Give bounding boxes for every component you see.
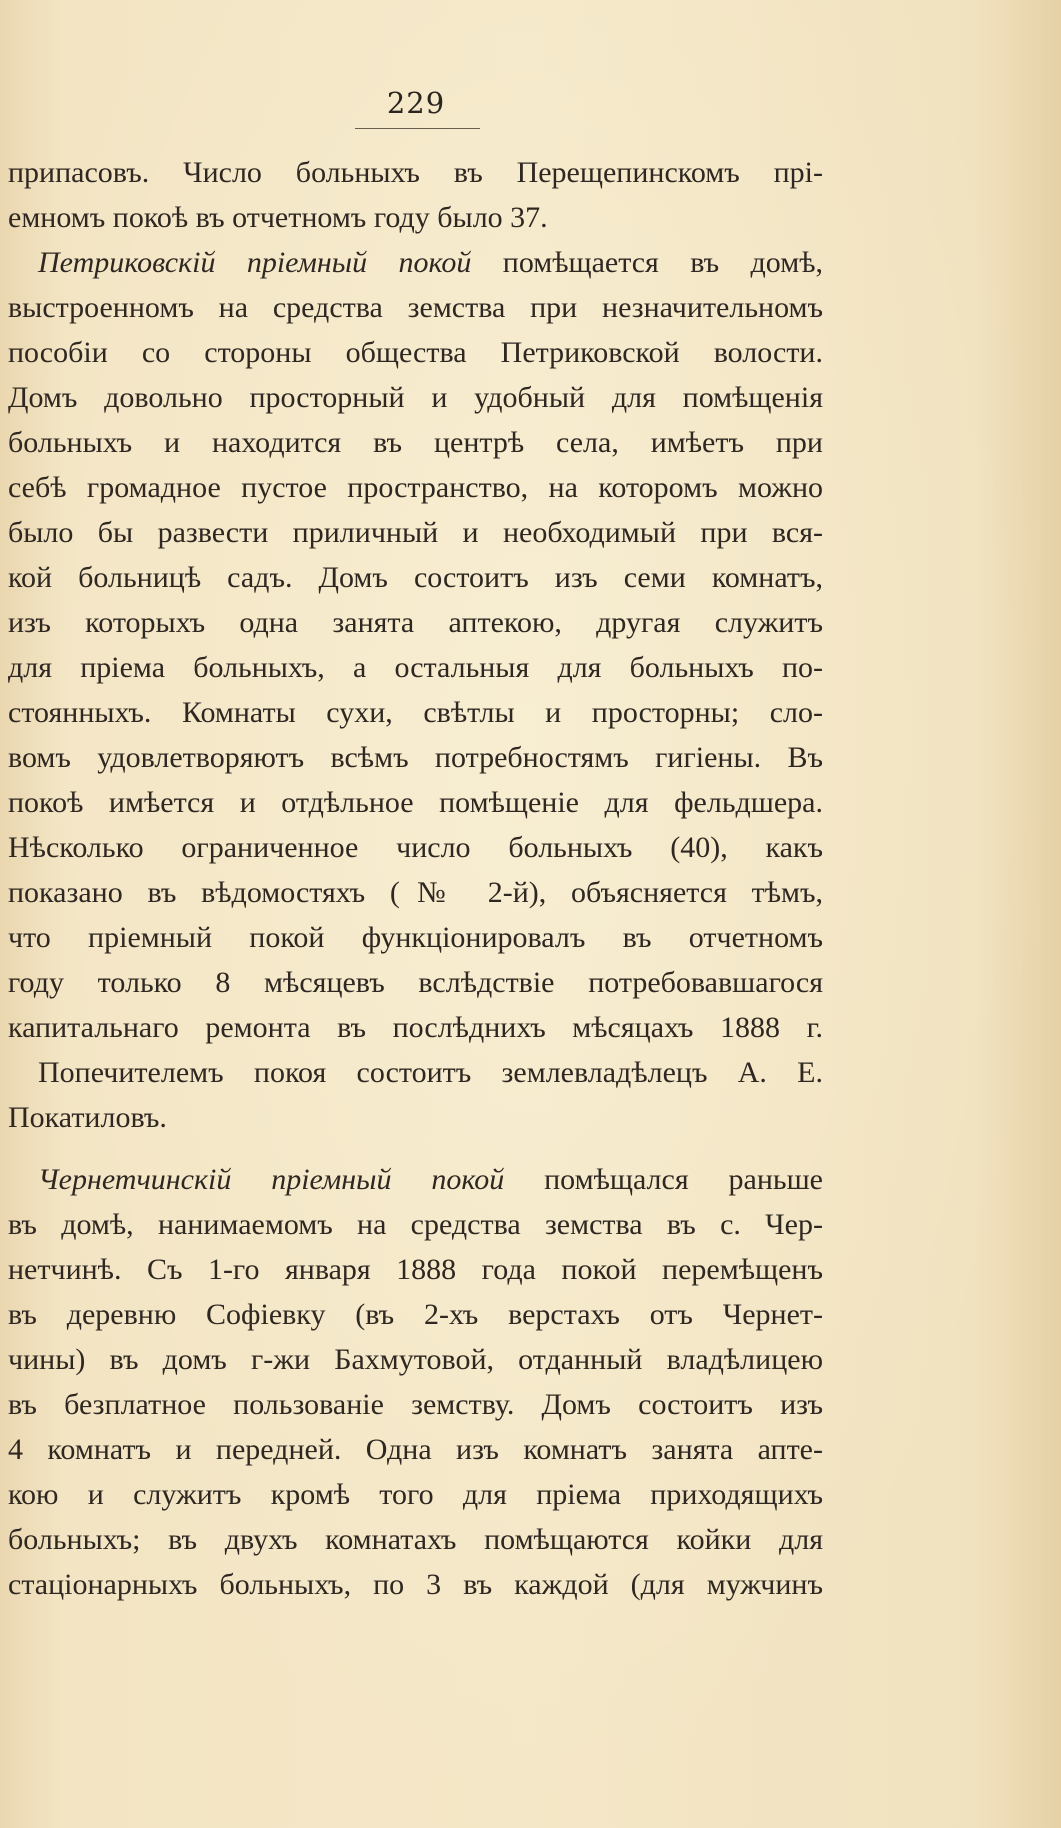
text-line: выстроенномъ на средства земства при незначительномъ xyxy=(8,291,823,324)
text-line: Нѣсколько ограниченное число больныхъ (40), какъ xyxy=(8,831,823,864)
text-line: Попечителемъ покоя состоитъ землевладѣлецъ А. Е. xyxy=(38,1056,823,1089)
text-line: больныхъ; въ двухъ комнатахъ помѣщаются койки для xyxy=(8,1523,823,1556)
text-line: въ домѣ, нанимаемомъ на средства земства въ с. Чер- xyxy=(8,1208,823,1241)
text-line: стаціонарныхъ больныхъ, по 3 въ каждой (для мужчинъ xyxy=(8,1568,823,1601)
text-line: вомъ удовлетворяютъ всѣмъ потребностямъ гигіены. Въ xyxy=(8,741,823,774)
page-number: 229 xyxy=(386,86,446,120)
text-line: себѣ громадное пустое пространство, на которомъ можно xyxy=(8,471,823,504)
text-line: Покатиловъ. xyxy=(8,1101,167,1134)
text-line: въ безплатное пользованіе земству. Домъ состоитъ изъ xyxy=(8,1388,823,1421)
text-line: было бы развести приличный и необходимый при вся- xyxy=(8,516,823,549)
text-line: припасовъ. Число больныхъ въ Перещепинскомъ прі- xyxy=(8,156,823,189)
text-line: году только 8 мѣсяцевъ вслѣдствіе потребовавшагося xyxy=(8,966,823,999)
text-line: чины) въ домъ г-жи Бахмутовой, отданный владѣлицею xyxy=(8,1343,823,1376)
text-line: пособіи со стороны общества Петриковской волости. xyxy=(8,336,823,369)
text-line: показано въ вѣдомостяхъ (№ 2-й), объясняется тѣмъ, xyxy=(8,876,823,909)
text-line: покоѣ имѣется и отдѣльное помѣщеніе для фельдшера. xyxy=(8,786,823,819)
text-line: капитальнаго ремонта въ послѣднихъ мѣсяцахъ 1888 г. xyxy=(8,1011,823,1044)
text-line: стоянныхъ. Комнаты сухи, свѣтлы и просторны; сло- xyxy=(8,696,823,729)
text-line: больныхъ и находится въ центрѣ села, имѣетъ при xyxy=(8,426,823,459)
text-line: Домъ довольно просторный и удобный для помѣщенія xyxy=(8,381,823,414)
body-text xyxy=(8,150,823,1607)
text-line: для пріема больныхъ, а остальныя для больныхъ по- xyxy=(8,651,823,684)
text-line: емномъ покоѣ въ отчетномъ году было 37. xyxy=(8,201,548,234)
section-heading-italic: Петриковскій пріемный покой xyxy=(38,246,472,279)
text-line: кой больницѣ садъ. Домъ состоитъ изъ семи комнатъ, xyxy=(8,561,823,594)
section-heading-italic: Чернетчинскій пріемный покой xyxy=(38,1163,505,1196)
text-line: нетчинѣ. Съ 1-го января 1888 года покой перемѣщенъ xyxy=(8,1253,823,1286)
text-line: въ деревню Софіевку (въ 2-хъ верстахъ отъ Чернет- xyxy=(8,1298,823,1331)
page-number-rule xyxy=(355,128,480,129)
text-line: Чернетчинскій пріемный покой помѣщался раньше xyxy=(38,1163,823,1196)
text-line: Петриковскій пріемный покой помѣщается въ домѣ, xyxy=(38,246,824,279)
text-line: что пріемный покой функціонировалъ въ отчетномъ xyxy=(8,921,823,954)
text-line: изъ которыхъ одна занята аптекою, другая служитъ xyxy=(8,606,823,639)
text-line: кою и служитъ кромѣ того для пріема приходящихъ xyxy=(8,1478,823,1511)
text-line: 4 комнатъ и передней. Одна изъ комнатъ занята апте- xyxy=(8,1433,823,1466)
